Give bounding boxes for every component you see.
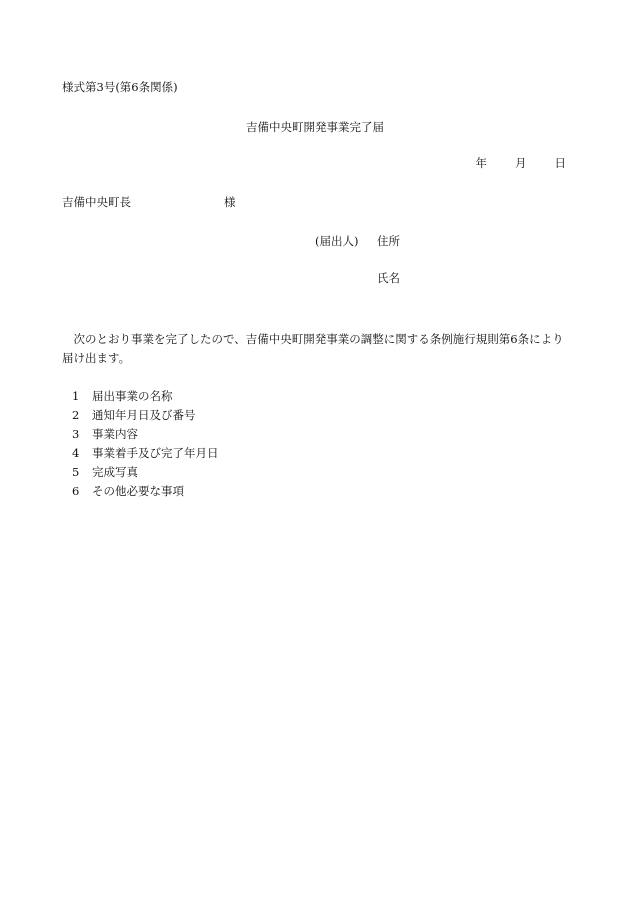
date-day-label: 日 — [554, 156, 566, 170]
item-number: 5 — [72, 465, 80, 479]
date-year-label: 年 — [475, 156, 487, 170]
body-paragraph: 次のとおり事業を完了したので、吉備中央町開発事業の調整に関する条例施行規則第6条により届け出ます。 — [62, 332, 564, 365]
date-line — [476, 158, 567, 170]
item-number: 1 — [72, 389, 80, 403]
document-title: 吉備中央町開発事業完了届 — [246, 120, 384, 134]
item-number: 2 — [72, 408, 80, 422]
list-item — [62, 406, 219, 425]
name-label: 氏名 — [377, 271, 400, 285]
recipient-name: 吉備中央町長 — [62, 195, 131, 209]
list-item — [62, 387, 219, 406]
recipient-honorific: 様 — [224, 195, 236, 209]
list-item — [62, 482, 219, 501]
form-number: 様式第3号(第6条関係) — [62, 80, 178, 94]
item-number: 6 — [72, 484, 80, 498]
item-text: 届出事業の名称 — [92, 389, 173, 403]
list-item — [62, 444, 219, 463]
applicant-label: (届出人) — [315, 234, 359, 248]
item-number: 3 — [72, 427, 80, 441]
address-label: 住所 — [377, 234, 400, 248]
date-month-label: 月 — [515, 156, 527, 170]
items-list — [62, 387, 219, 501]
item-text: 通知年月日及び番号 — [92, 408, 196, 422]
list-item — [62, 425, 219, 444]
item-number: 4 — [72, 446, 80, 460]
list-item — [62, 463, 219, 482]
item-text: 事業着手及び完了年月日 — [92, 446, 219, 460]
item-text: その他必要な事項 — [92, 484, 184, 498]
item-text: 事業内容 — [92, 427, 138, 441]
item-text: 完成写真 — [92, 465, 138, 479]
